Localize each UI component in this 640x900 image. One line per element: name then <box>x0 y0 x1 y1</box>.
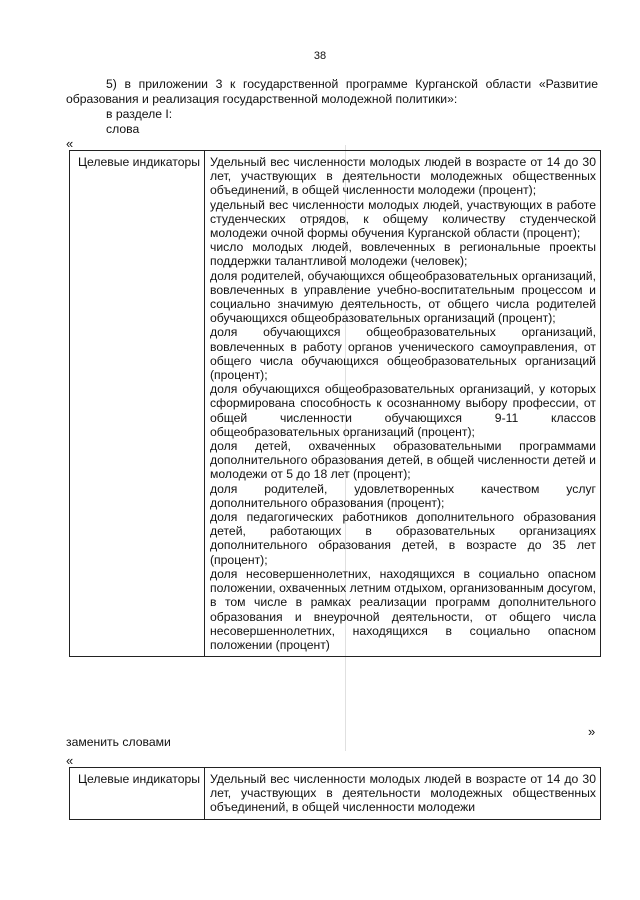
indicator-item: доля несовершеннолетних, находящихся в социально опасном положении, охваченных летним отдыхом, организованным досугом, в том числе в рамках реализации программ дополнительного образования и внеурочной деятельности, от общего числа несовершеннолетних, находящихся в социально опасном положении (процент) <box>210 566 596 652</box>
close-quote: » <box>588 724 596 739</box>
indicator-item: доля обучающихся общеобразовательных организаций, у которых сформирована способность к осознанному выбору профессии, от общей численности обучающихся 9-11 классов общеобразовательных организаций (процент); <box>210 382 596 439</box>
indicator-item: удельный вес численности молодых людей, участвующих в работе студенческих отрядов, к общему количеству студенческой молодежи очной формы обучения Курганской области (процент); <box>210 197 596 241</box>
table-row <box>70 768 601 820</box>
replace-caption: заменить словами <box>66 735 171 749</box>
open-quote-1: « <box>66 136 74 151</box>
indicator-item: число молодых людей, вовлеченных в региональные проекты поддержки талантливой молодежи (человек); <box>210 240 596 269</box>
intro-line: 5) в приложении 3 к государственной программе Курганской области «Развитие образования и реализация государственной молодежной политики»: <box>66 77 598 106</box>
indicator-item: Удельный вес численности молодых людей в возрасте от 14 до 30 лет, участвующих в деятельности молодежных общественных объединений, в общей численности молодежи (процент); <box>210 155 596 198</box>
table-content-cell <box>205 151 601 657</box>
indicator-item: Удельный вес численности молодых людей в возрасте от 14 до 30 лет, участвующих в деятельности молодежных общественных объединений, в общей численности молодежи <box>210 772 596 815</box>
new-indicators-table <box>69 767 601 820</box>
table-label-cell: Целевые индикаторы <box>70 768 205 820</box>
intro-paragraph <box>66 77 598 137</box>
indicator-item: доля родителей, удовлетворенных качеством услуг дополнительного образования (процент); <box>210 481 596 510</box>
table-content-cell <box>205 768 601 820</box>
table-label-cell: Целевые индикаторы <box>70 151 205 657</box>
indicator-item: доля педагогических работников дополнительного образования детей, работающих в образовательных организациях дополнительного образования детей, в возрасте до 35 лет (процент); <box>210 510 596 567</box>
words-caption: слова <box>106 122 140 136</box>
open-quote-2: « <box>66 753 74 768</box>
table-row <box>70 151 601 657</box>
old-indicators-table <box>69 150 601 657</box>
section-reference: в разделе I: <box>106 107 173 121</box>
indicator-item: доля обучающихся общеобразовательных организаций, вовлеченных в работу органов ученического самоуправления, от общего числа обучающихся общеобразовательных организаций (процент); <box>210 325 596 383</box>
indicator-item: доля родителей, обучающихся общеобразовательных организаций, вовлеченных в управление учебно-воспитательным процессом и социально значимую деятельность, от общего числа родителей обучающихся общеобразовательных организаций (процент); <box>210 268 596 326</box>
indicator-item: доля детей, охваченных образовательными программами дополнительного образования детей, в общей численности детей и молодежи от 5 до 18 лет (процент); <box>210 439 596 482</box>
page-number: 38 <box>313 50 327 62</box>
